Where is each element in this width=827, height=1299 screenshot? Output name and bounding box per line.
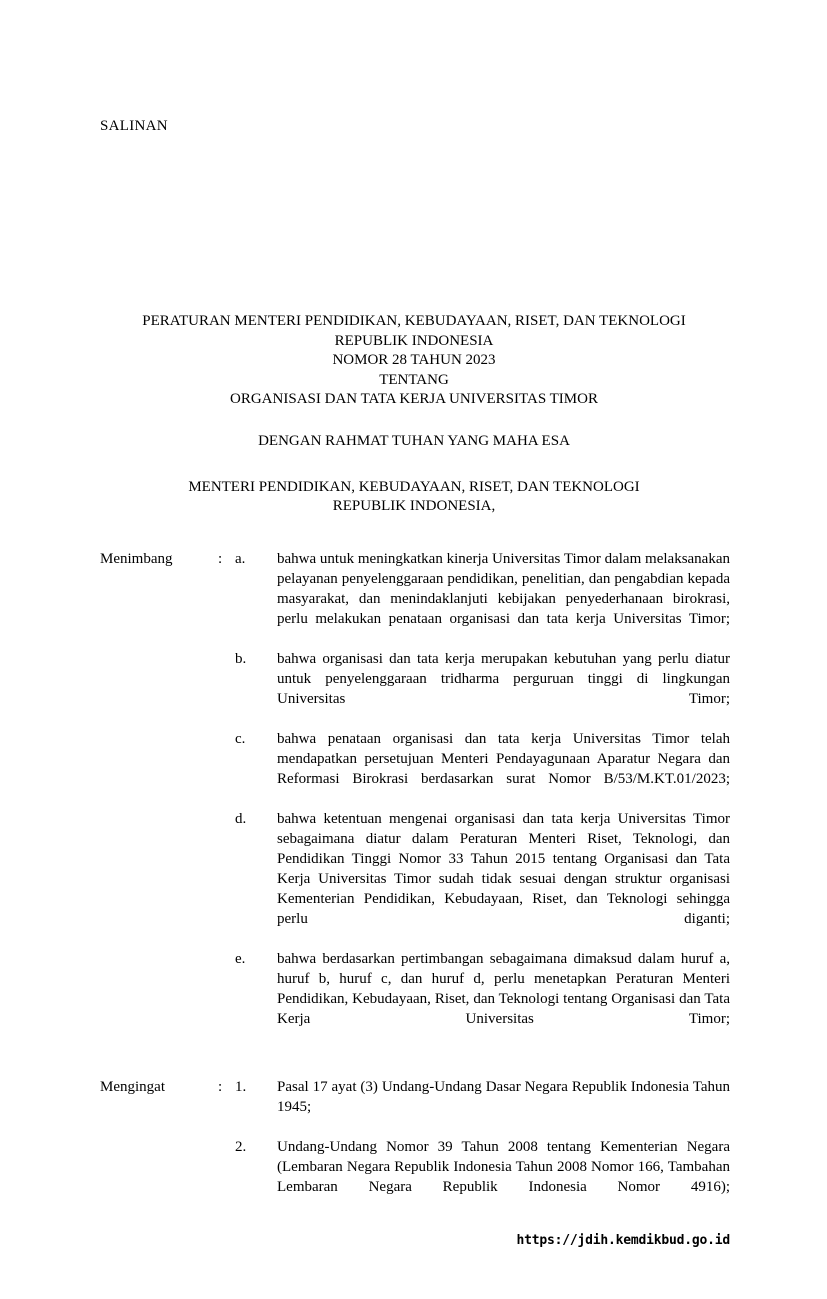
item-text: bahwa penataan organisasi dan tata kerja Universitas Timor telah mendapatkan persetujuan Menteri Pendayagunaan Aparatur Negara dan Reformasi Birokrasi berdasarkan surat Nomor B/53/M.KT.01/2023; bbox=[277, 731, 730, 787]
item-text: bahwa berdasarkan pertimbangan sebagaimana dimaksud dalam huruf a, huruf b, huruf c, dan huruf d, perlu menetapkan Peraturan Menteri Pendidikan, Kebudayaan, Riset, dan Teknologi tentang Organisasi dan Tata Kerja Universitas Timor; bbox=[277, 951, 730, 1027]
item-text: Undang-Undang Nomor 39 Tahun 2008 tentang Kementerian Negara (Lembaran Negara Republik Indonesia Tahun 2008 Nomor 166, Tambahan Lembaran Negara Republik Indonesia Nomor 4916); bbox=[277, 1139, 730, 1195]
mengingat-items bbox=[235, 1077, 730, 1217]
item-text: bahwa untuk meningkatkan kinerja Universitas Timor dalam melaksanakan pelayanan penyelenggaraan pendidikan, penelitian, dan pengabdian kepada masyarakat, dan menindaklanjuti kebijakan penyederhanaan birokrasi, perlu melakukan penataan organisasi dan tata kerja Universitas Timor; bbox=[277, 551, 730, 627]
menimbang-row bbox=[100, 549, 730, 1049]
mengingat-label: Mengingat bbox=[100, 1079, 165, 1095]
menimbang-items bbox=[235, 549, 730, 1049]
title-line: PERATURAN MENTERI PENDIDIKAN, KEBUDAYAAN, RISET, DAN TEKNOLOGI bbox=[142, 313, 686, 329]
footer-watermark-url: https://jdih.kemdikbud.go.id bbox=[516, 1233, 730, 1248]
item-marker: e. bbox=[235, 951, 246, 967]
list-item bbox=[235, 1077, 730, 1137]
menimbang-colon: : bbox=[218, 551, 223, 567]
title-line: ORGANISASI DAN TATA KERJA UNIVERSITAS TIMOR bbox=[230, 391, 598, 407]
item-marker: d. bbox=[235, 811, 247, 827]
item-text: bahwa ketentuan mengenai organisasi dan tata kerja Universitas Timor sebagaimana diatur dalam Peraturan Menteri Riset, Teknologi, dan Pendidikan Tinggi Nomor 33 Tahun 2015 tentang Organisasi dan Tata Kerja Universitas Timor sudah tidak sesuai dengan struktur organisasi Kementerian Pendidikan, Kebudayaan, Riset, dan Teknologi sehingga perlu diganti; bbox=[277, 811, 730, 927]
item-marker: 2. bbox=[235, 1139, 247, 1155]
mengingat-row bbox=[100, 1077, 730, 1217]
item-text: Pasal 17 ayat (3) Undang-Undang Dasar Negara Republik Indonesia Tahun 1945; bbox=[277, 1079, 730, 1115]
list-item bbox=[235, 949, 730, 1049]
list-item bbox=[235, 729, 730, 809]
mengingat-colon: : bbox=[218, 1079, 223, 1095]
list-item bbox=[235, 549, 730, 649]
list-item bbox=[235, 809, 730, 949]
authority-line: MENTERI PENDIDIKAN, KEBUDAYAAN, RISET, DAN TEKNOLOGI bbox=[188, 478, 640, 495]
invocation-spacer bbox=[88, 452, 740, 478]
invocation-line: DENGAN RAHMAT TUHAN YANG MAHA ESA bbox=[258, 433, 570, 449]
title-line: NOMOR 28 TAHUN 2023 bbox=[332, 352, 496, 368]
copy-stamp: SALINAN bbox=[100, 118, 168, 134]
menimbang-section bbox=[100, 549, 730, 1049]
document-title-block bbox=[88, 312, 740, 410]
item-text: bahwa organisasi dan tata kerja merupakan kebutuhan yang perlu diatur untuk penyelenggaraan tridharma perguruan tinggi di lingkungan Universitas Timor; bbox=[277, 651, 730, 707]
invocation-block bbox=[88, 432, 740, 517]
list-item bbox=[235, 1137, 730, 1217]
title-line: TENTANG bbox=[379, 371, 449, 388]
authority-line: REPUBLIK INDONESIA, bbox=[332, 498, 496, 514]
item-marker: a. bbox=[235, 551, 246, 567]
item-marker: 1. bbox=[235, 1079, 247, 1095]
list-item bbox=[235, 649, 730, 729]
mengingat-section bbox=[100, 1077, 730, 1217]
item-marker: c. bbox=[235, 731, 246, 747]
item-marker: b. bbox=[235, 651, 247, 667]
title-line: REPUBLIK INDONESIA bbox=[334, 332, 494, 349]
menimbang-label: Menimbang bbox=[100, 551, 173, 567]
